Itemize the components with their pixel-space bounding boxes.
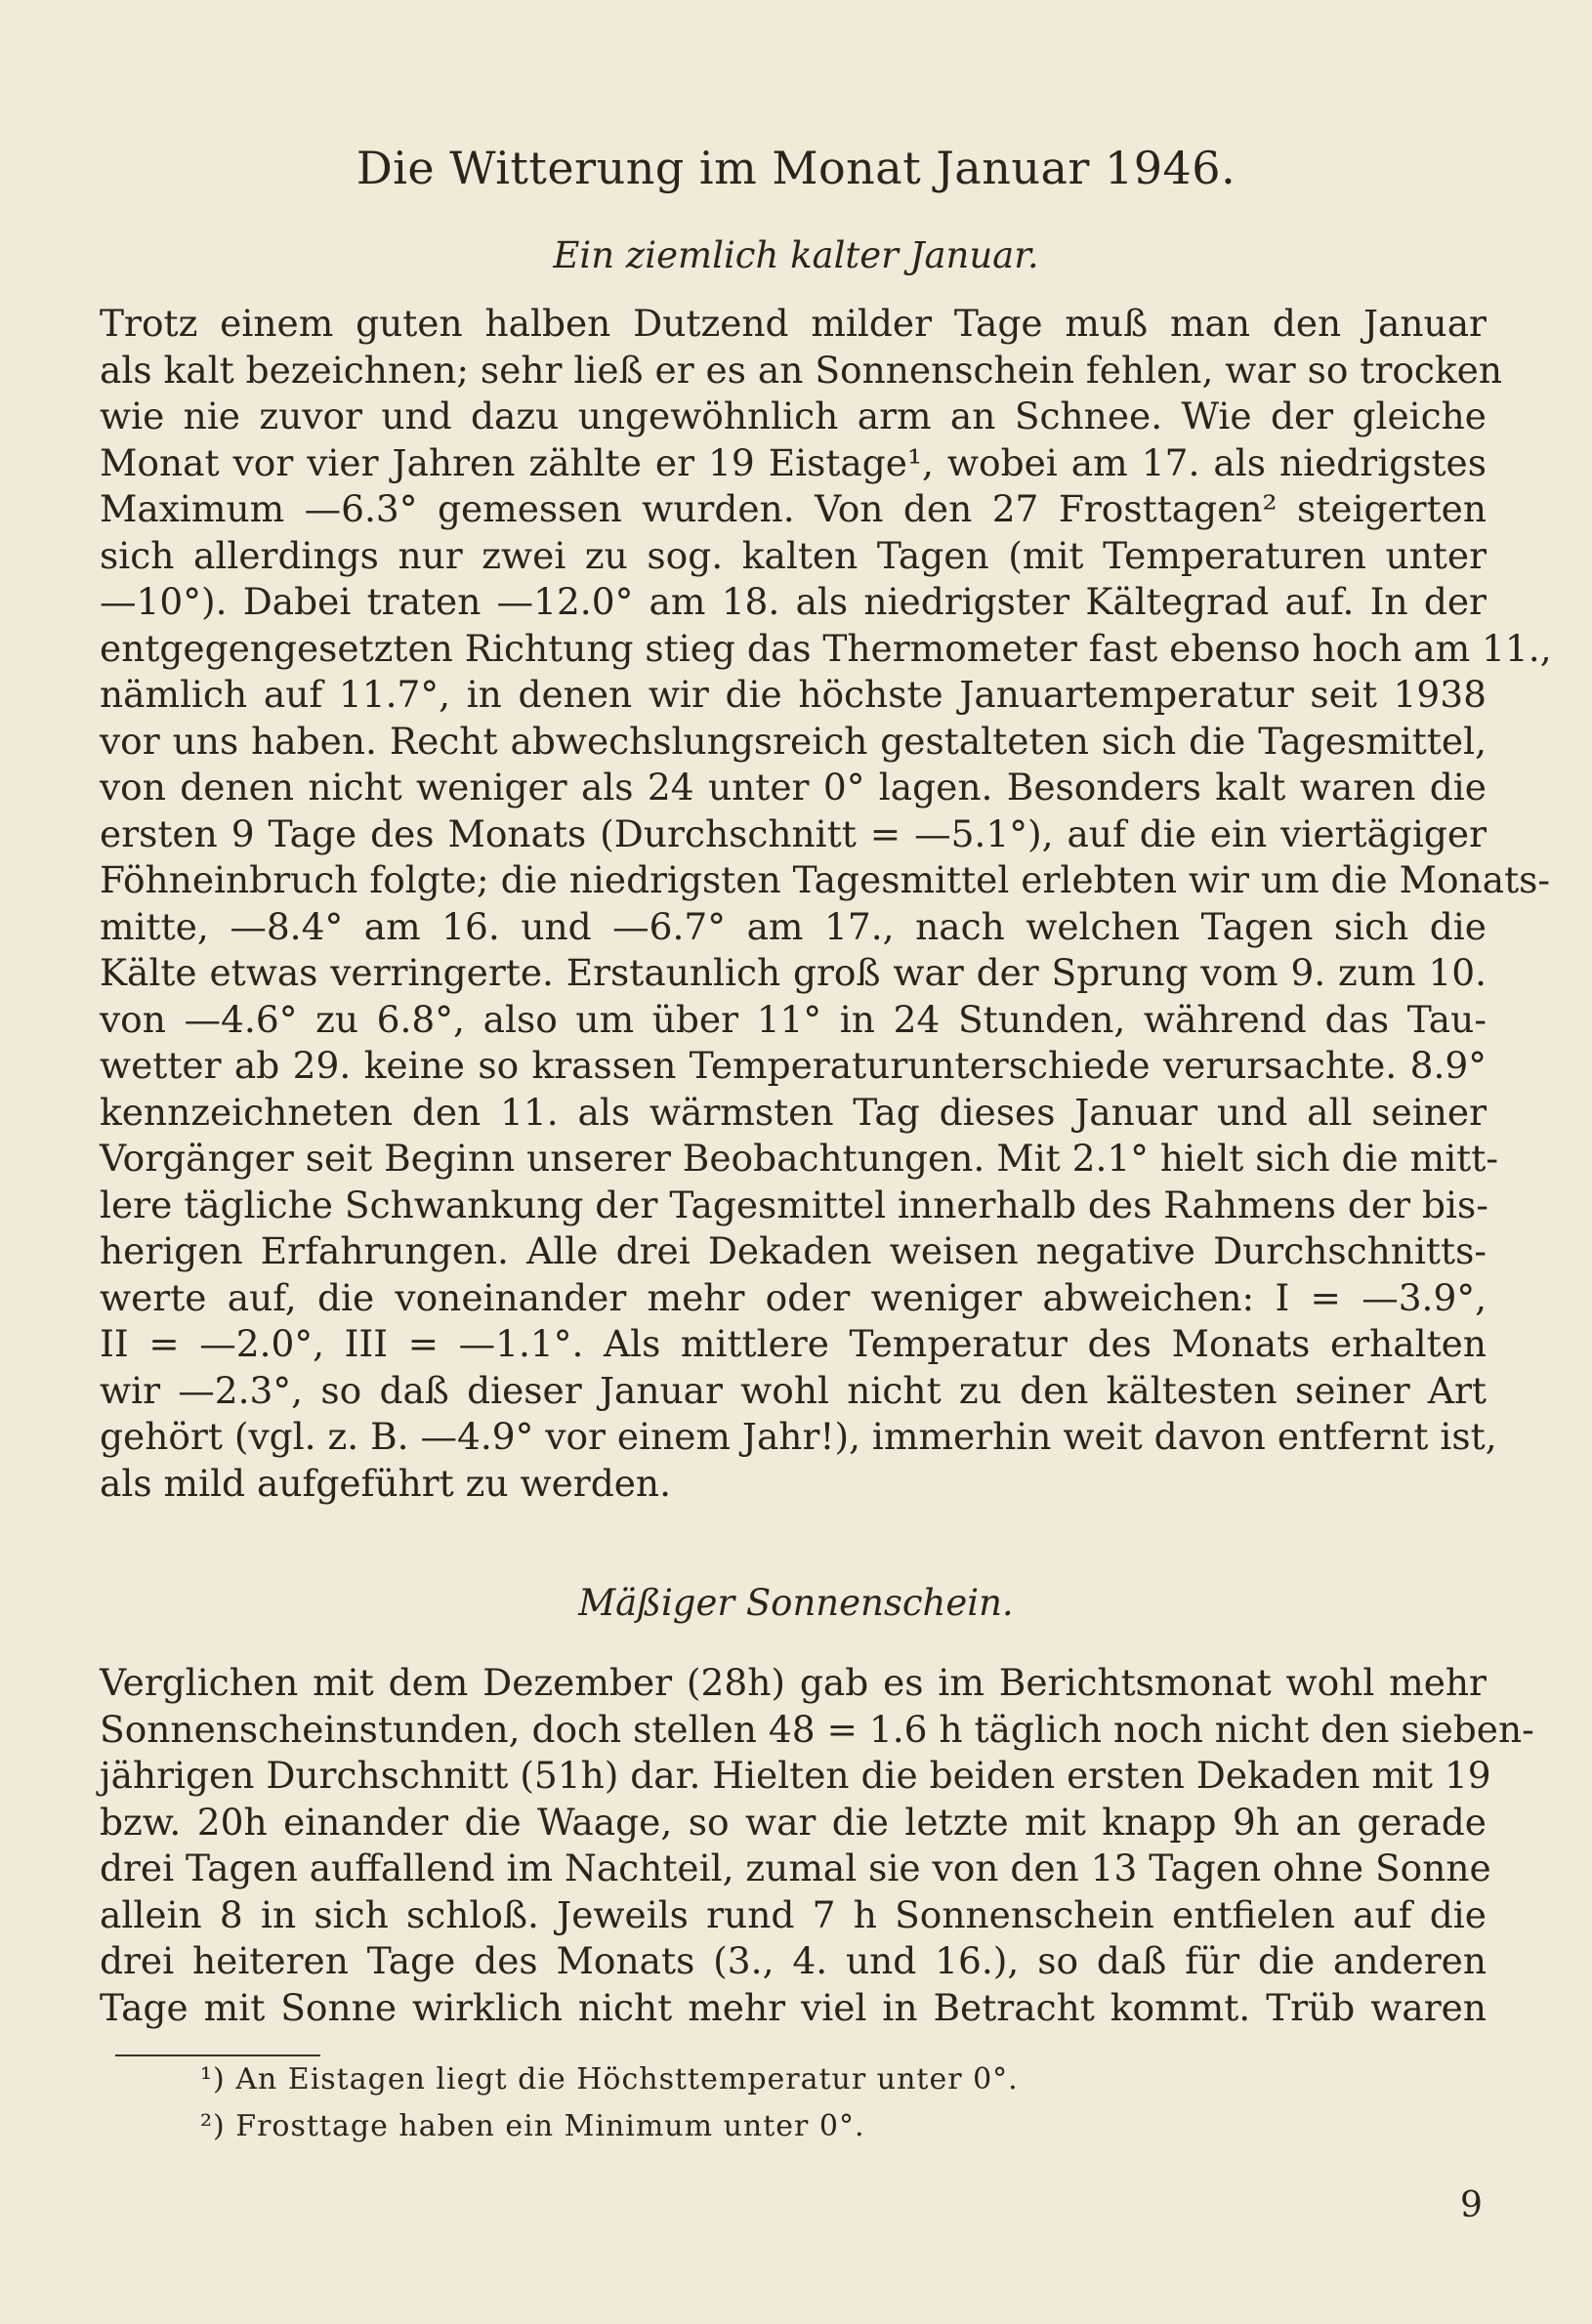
text-line: ersten 9 Tage des Monats (Durchschnitt = —5.1°), auf die ein viertägiger [100, 811, 1487, 855]
text-line: Verglichen mit dem Dezember (28h) gab es im Berichtsmonat wohl mehr [100, 1661, 1487, 1704]
text-line: drei Tagen auffallend im Nachteil, zumal sie von den 13 Tagen ohne Sonne [100, 1847, 1491, 1889]
text-line: —10°). Dabei traten —12.0° am 18. als niedrigster Kältegrad auf. In der [100, 580, 1487, 623]
text-line: lere tägliche Schwankung der Tagesmittel innerhalb des Rahmens der bis- [100, 1183, 1488, 1226]
text-line: von —4.6° zu 6.8°, also um über 11° in 24 Stunden, während das Tau- [100, 997, 1487, 1041]
text-line: Trotz einem guten halben Dutzend milder Tage muß man den Januar [100, 302, 1487, 345]
text-line: II = —2.0°, III = —1.1°. Als mittlere Temperatur des Monats erhalten [100, 1322, 1487, 1365]
text-line: Maximum —6.3° gemessen wurden. Von den 27 Frosttagen² steigerten [100, 487, 1487, 530]
text-line: Föhneinbruch folgte; die niedrigsten Tagesmittel erlebten wir um die Monats- [100, 858, 1551, 901]
text-line: wie nie zuvor und dazu ungewöhnlich arm an Schnee. Wie der gleiche [100, 394, 1487, 437]
text-line: Vorgänger seit Beginn unserer Beobachtungen. Mit 2.1° hielt sich die mitt- [100, 1137, 1498, 1180]
page-title: Die Witterung im Monat Januar 1946. [356, 142, 1236, 194]
text-line: werte auf, die voneinander mehr oder weniger abweichen: I = —3.9°, [100, 1275, 1487, 1319]
section-heading-cold-january: Ein ziemlich kalter Januar. [553, 234, 1039, 276]
text-line: entgegengesetzten Richtung stieg das Thermometer fast ebenso hoch am 11., [100, 626, 1552, 670]
paragraph-sunshine [100, 1660, 1534, 2031]
text-line: Tage mit Sonne wirklich nicht mehr viel in Betracht kommt. Trüb waren [100, 1985, 1487, 2029]
page-number: 9 [1460, 2185, 1483, 2225]
text-line: wir —2.3°, so daß dieser Januar wohl nicht zu den kältesten seiner Art [100, 1368, 1487, 1412]
text-line: Monat vor vier Jahren zählte er 19 Eistage¹, wobei am 17. als niedrigstes [100, 440, 1487, 484]
text-line: gehört (vgl. z. B. —4.9° vor einem Jahr!), immerhin weit davon entfernt ist, [100, 1415, 1497, 1458]
text-line: vor uns haben. Recht abwechslungsreich gestalteten sich die Tagesmittel, [100, 719, 1487, 763]
text-line: mitte, —8.4° am 16. und —6.7° am 17., nach welchen Tagen sich die [100, 904, 1487, 948]
text-line: nämlich auf 11.7°, in denen wir die höchste Januartemperatur seit 1938 [100, 673, 1487, 716]
footnote-divider [115, 2054, 320, 2056]
footnote-2: ²) Frosttage haben ein Minimum unter 0°. [200, 2109, 865, 2143]
text-line: kennzeichneten den 11. als wärmsten Tag dieses Januar und all seiner [100, 1090, 1487, 1134]
text-line: bzw. 20h einander die Waage, so war die letzte mit knapp 9h an gerade [100, 1800, 1487, 1844]
footnote-1: ¹) An Eistagen liegt die Höchsttemperatur unter 0°. [200, 2062, 1019, 2096]
text-line: Sonnenscheinstunden, doch stellen 48 = 1.6 h täglich noch nicht den sieben- [100, 1707, 1534, 1751]
text-line: allein 8 in sich schloß. Jeweils rund 7 h Sonnenschein entfielen auf die [100, 1892, 1487, 1936]
text-line: von denen nicht weniger als 24 unter 0° lagen. Besonders kalt waren die [100, 766, 1487, 809]
paragraph-temperature [100, 301, 1552, 1507]
text-line: herigen Erfahrungen. Alle drei Dekaden weisen negative Durchschnitts- [100, 1229, 1487, 1272]
text-line: sich allerdings nur zwei zu sog. kalten Tagen (mit Temperaturen unter [100, 533, 1487, 577]
text-line: Kälte etwas verringerte. Erstaunlich groß war der Sprung vom 9. zum 10. [100, 951, 1487, 994]
text-line: jährigen Durchschnitt (51h) dar. Hielten die beiden ersten Dekaden mit 19 [100, 1754, 1491, 1797]
text-line: als mild aufgeführt zu werden. [100, 1461, 671, 1505]
text-line: drei heiteren Tage des Monats (3., 4. und 16.), so daß für die anderen [100, 1939, 1487, 1982]
section-heading-sunshine: Mäßiger Sonnenschein. [578, 1582, 1014, 1624]
text-line: wetter ab 29. keine so krassen Temperaturunterschiede verursachte. 8.9° [100, 1044, 1487, 1087]
text-line: als kalt bezeichnen; sehr ließ er es an Sonnenschein fehlen, war so trocken [100, 348, 1502, 392]
